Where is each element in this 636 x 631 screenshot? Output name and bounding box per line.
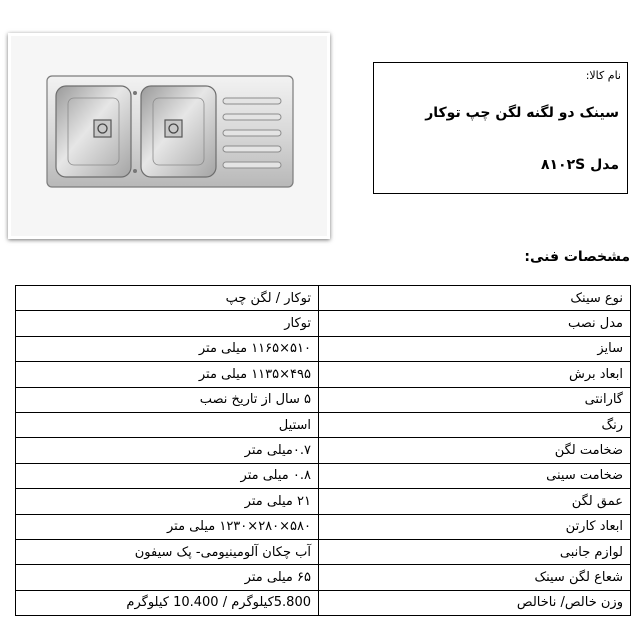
table-row (16, 590, 631, 615)
spec-label: سایز (319, 336, 631, 361)
spec-label: وزن خالص/ ناخالص (319, 590, 631, 615)
spec-value: آب چکان آلومینیومی- پک سیفون (16, 539, 319, 564)
spec-value: 5.800کیلوگرم / 10.400 کیلوگرم (16, 590, 319, 615)
table-row (16, 362, 631, 387)
table-row (16, 412, 631, 437)
specs-heading: مشخصات فنی: (524, 249, 630, 265)
spec-value: توکار (16, 311, 319, 336)
spec-value: ۰.۷میلی متر (16, 438, 319, 463)
product-title: سینک دو لگنه لگن چپ توکار (425, 105, 619, 121)
spec-value: ۵۱۰×۱۱۶۵ میلی متر (16, 336, 319, 361)
spec-label: ضخامت سینی (319, 463, 631, 488)
spec-label: مدل نصب (319, 311, 631, 336)
table-row (16, 387, 631, 412)
specs-table (15, 285, 631, 616)
table-row (16, 539, 631, 564)
spec-label: شعاع لگن سینک (319, 565, 631, 590)
spec-label: نوع سینک (319, 286, 631, 311)
spec-label: لوازم جانبی (319, 539, 631, 564)
spec-label: رنگ (319, 412, 631, 437)
spec-value: ۶۵ میلی متر (16, 565, 319, 590)
table-row (16, 463, 631, 488)
product-name-box (373, 62, 628, 194)
spec-value: ۴۹۵×۱۱۳۵ میلی متر (16, 362, 319, 387)
spec-value: ۰.۸ میلی متر (16, 463, 319, 488)
spec-value: ۵۸۰×۲۸۰×۱۲۳۰ میلی متر (16, 514, 319, 539)
table-row (16, 489, 631, 514)
table-row (16, 336, 631, 361)
spec-value: ۲۱ میلی متر (16, 489, 319, 514)
table-row (16, 514, 631, 539)
spec-value: ۵ سال از تاریخ نصب (16, 387, 319, 412)
table-row (16, 311, 631, 336)
table-row (16, 565, 631, 590)
table-row (16, 286, 631, 311)
table-row (16, 438, 631, 463)
spec-label: عمق لگن (319, 489, 631, 514)
spec-label: گارانتی (319, 387, 631, 412)
product-photo-frame (8, 33, 330, 239)
product-name-label: نام کالا: (585, 69, 621, 82)
sink-image (11, 36, 327, 236)
product-model: مدل ۸۱۰۲S (540, 157, 619, 173)
spec-label: ضخامت لگن (319, 438, 631, 463)
spec-value: توکار / لگن چپ (16, 286, 319, 311)
spec-label: ابعاد برش (319, 362, 631, 387)
spec-value: استیل (16, 412, 319, 437)
spec-label: ابعاد کارتن (319, 514, 631, 539)
